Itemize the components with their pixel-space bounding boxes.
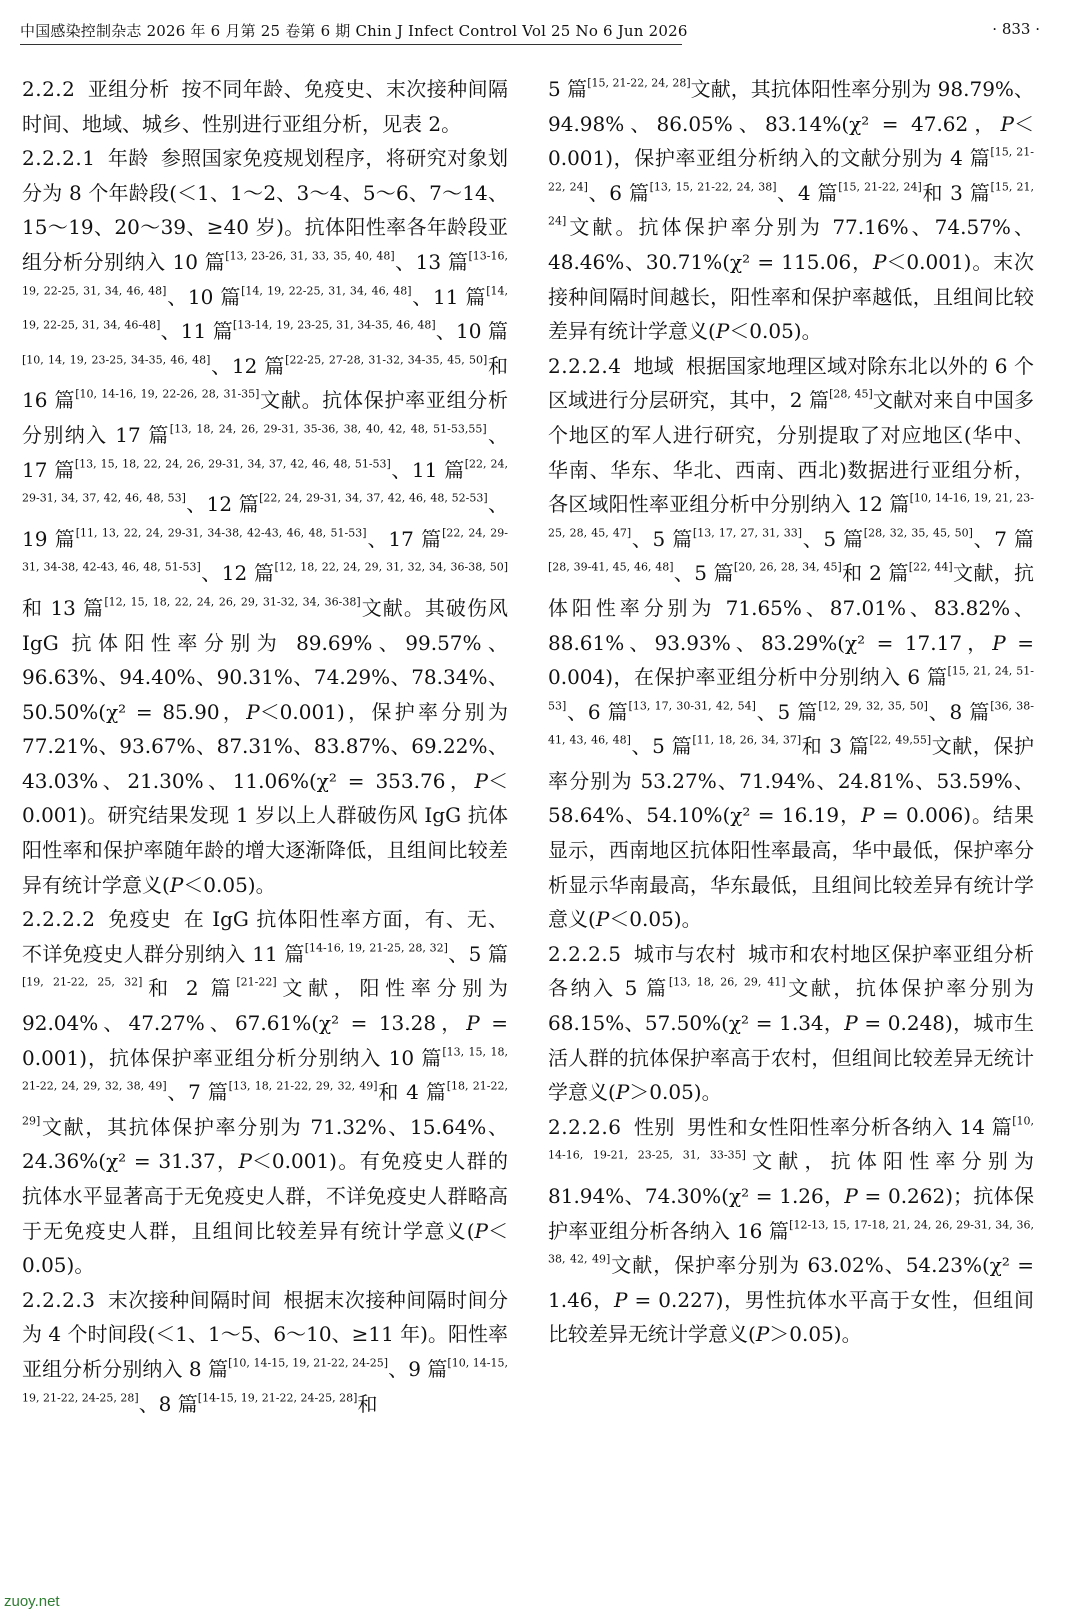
body-text: 文献，保护率分别为 63.02%、54.23%(χ² = 1.46， — [548, 1253, 1034, 1312]
citation-ref: [13, 23-26, 31, 33, 35, 40, 48] — [225, 249, 395, 263]
body-text: 文献。抗体保护率亚组分析分别纳入 17 篇 — [22, 388, 508, 447]
body-text: 和 16 篇 — [22, 353, 509, 413]
p-value-symbol: P — [474, 1218, 488, 1243]
body-text: 根据末次接种间隔时间分为 4 个时间段(＜1、1～5、6～10、≥11 年)。阳性率亚组分析分别纳入 8 篇 — [22, 1287, 509, 1381]
citation-ref: [14-15, 19, 21-22, 24-25, 28] — [197, 1391, 358, 1405]
body-text: 、5 篇 — [802, 526, 864, 551]
body-text: ＜0.001)，保护率亚组分析纳入的文献分别为 4 篇 — [548, 111, 1034, 171]
body-text: = 0.006)。结果显示，西南地区抗体阳性率最高，华中最低，保护率分析显示华南最高，华东最低，且组间比较差异有统计学意义( — [548, 803, 1035, 932]
body-text: 、4 篇 — [776, 180, 839, 205]
citation-ref: [12-13, 15, 17-18, 21, 24, 26, 29-31, 34, 36, 38, 42, 49] — [548, 1218, 1034, 1266]
body-text: 、10 篇 — [166, 284, 242, 309]
right-column — [548, 72, 1034, 1352]
body-text: 、6 篇 — [587, 180, 650, 205]
p-value-symbol: P — [872, 249, 887, 274]
body-text: 文献，其抗体阳性率分别为 98.79%、94.98%、86.05%、83.14%(χ² = 47.62， — [548, 77, 1034, 136]
p-value-symbol: P — [861, 803, 875, 828]
citation-ref: [12, 18, 22, 24, 29, 31, 32, 34, 36-38, 50] — [274, 560, 508, 574]
body-text: 、12 篇 — [185, 492, 260, 517]
body-text: 文献，其抗体保护率分别为 71.32%、15.64%、24.36%(χ² = 31.37， — [22, 1114, 508, 1174]
body-text: 、5 篇 — [673, 561, 734, 586]
body-text: 、11 篇 — [411, 284, 487, 309]
body-text: 、7 篇 — [166, 1080, 229, 1105]
body-text: 文献对来自中国多个地区的军人进行研究，分别提取了对应地区(华中、华南、华东、华北、西南、西北)数据进行亚组分析，各区域阳性率亚组分析中分别纳入 12 篇 — [548, 388, 1034, 517]
citation-ref: [14-16, 19, 21-25, 28, 32] — [304, 941, 448, 955]
body-text: 城市和农村地区保护率亚组分析各纳入 5 篇 — [548, 941, 1035, 1001]
body-text: 、6 篇 — [566, 699, 629, 724]
body-text: 、5 篇 — [630, 734, 693, 759]
citation-ref: [13, 18, 24, 26, 29-31, 35-36, 38, 40, 42, 48, 51-53,55] — [169, 422, 487, 436]
section-title: 地域 — [633, 353, 674, 378]
paragraph-2-2-2 — [22, 72, 508, 141]
p-value-symbol: P — [844, 1184, 858, 1208]
citation-ref: [11, 13, 22, 24, 29-31, 34-38, 42-43, 46, 48, 51-53] — [75, 526, 367, 540]
citation-ref: [15, 21, 24] — [548, 180, 1034, 229]
body-text: = 0.262)；抗体保护率亚组分析各纳入 16 篇 — [548, 1184, 1034, 1243]
citation-ref: [22, 24, 29-31, 34, 37, 42, 46, 48, 53] — [22, 457, 509, 505]
body-text: ＜0.05)。 — [609, 907, 702, 932]
body-text: 、5 篇 — [631, 526, 693, 551]
citation-ref: [15, 21-22, 24, 28] — [587, 76, 691, 90]
body-text: 在 IgG 抗体阳性率方面，有、无、不详免疫史人群分别纳入 11 篇 — [22, 907, 508, 966]
body-text: = 0.001)，抗体保护率亚组分析分别纳入 10 篇 — [22, 1011, 508, 1070]
body-text: 、9 篇 — [388, 1356, 448, 1381]
body-text: ＜0.001)，保护率分别为 77.21%、93.67%、87.31%、83.87%、69.22%、43.03%、21.30%、11.06%(χ² = 353.76， — [22, 699, 508, 793]
citation-ref: [22-25, 27-28, 31-32, 34-35, 45, 50] — [285, 353, 488, 367]
section-number: 2.2.2.3 — [22, 1287, 96, 1312]
citation-ref: [11, 18, 26, 34, 37] — [692, 733, 802, 747]
section-title: 城市与农村 — [633, 941, 737, 966]
body-text: = 0.248)，城市生活人群的抗体保护率高于农村，但组间比较差异无统计学意义( — [548, 1011, 1034, 1105]
p-value-symbol: P — [595, 907, 610, 932]
body-text: 文献，抗体保护率分别为 68.15%、57.50%(χ² = 1.34， — [548, 976, 1034, 1036]
paragraph-2-2-2-5 — [548, 937, 1034, 1110]
section-title: 亚组分析 — [87, 77, 170, 101]
citation-ref: [14, 19, 22-25, 31, 34, 46, 48] — [241, 284, 412, 298]
citation-ref: [13, 17, 27, 31, 33] — [692, 526, 803, 540]
watermark-text: zuoy.net — [4, 1593, 60, 1610]
running-header — [20, 14, 1040, 46]
p-value-symbol: P — [615, 1080, 630, 1105]
section-number: 2.2.2.1 — [22, 146, 96, 171]
body-text: 、17 篇 — [366, 526, 443, 551]
body-text: 和 2 篇 — [841, 561, 909, 586]
citation-ref: [28, 39-41, 45, 46, 48] — [548, 560, 674, 574]
section-title: 性别 — [633, 1114, 675, 1139]
citation-ref: [13, 18, 21-22, 29, 32, 49] — [228, 1079, 378, 1093]
body-text: 文献。抗体保护率分别为 77.16%、74.57%、48.46%、30.71%(χ² = 115.06， — [548, 215, 1034, 274]
body-text: ＜0.05)。 — [183, 872, 276, 897]
body-text: 男性和女性阳性率分析各纳入 14 篇 — [686, 1114, 1013, 1139]
body-text: 和 3 篇 — [921, 180, 991, 205]
citation-ref: [10, 14-15, 19, 21-22, 24-25, 28] — [22, 1356, 508, 1405]
body-text: ＜0.05)。 — [22, 1218, 508, 1278]
body-text: 、10 篇 — [435, 319, 508, 344]
section-number: 2.2.2.5 — [548, 941, 622, 966]
citation-ref: [13, 17, 30-31, 42, 54] — [628, 699, 756, 713]
citation-ref: [10, 14, 19, 23-25, 34-35, 46, 48] — [22, 353, 211, 367]
citation-ref: [15, 21, 24, 51-53] — [548, 664, 1034, 713]
body-text: 文献。其破伤风 IgG 抗体阳性率分别为 89.69%、99.57%、96.63%、94.40%、90.31%、74.29%、78.34%、50.50%(χ² = 85.90， — [22, 595, 509, 724]
body-text: = 0.227)，男性抗体水平高于女性，但组间比较差异无统计学意义( — [548, 1287, 1035, 1347]
body-text: 参照国家免疫规划程序，将研究对象划分为 8 个年龄段(＜1、1～2、3～4、5～6、7～14、15～19、20～39、≥40 岁)。抗体阳性率各年龄段亚组分析分别纳入 10 篇 — [22, 146, 509, 274]
p-value-symbol: P — [1000, 111, 1014, 136]
body-text: 、8 篇 — [138, 1391, 198, 1416]
paragraph-2-2-2-2 — [22, 902, 508, 1283]
citation-ref: [20, 26, 28, 34, 45] — [733, 560, 842, 574]
body-text: 文献，阳性率分别为 92.04%、47.27%、67.61%(χ² = 13.28， — [22, 976, 509, 1036]
body-text: 文献，抗体阳性率分别为 81.94%、74.30%(χ² = 1.26， — [548, 1149, 1035, 1208]
body-text: 和 3 篇 — [801, 734, 870, 759]
citation-ref: [13, 15, 21-22, 24, 38] — [649, 180, 777, 194]
citation-ref: [18, 21-22, 29] — [22, 1079, 508, 1128]
body-text: 、17 篇 — [22, 422, 508, 482]
p-value-symbol: P — [715, 319, 730, 344]
citation-ref: [13-16, 19, 22-25, 31, 34, 46, 48] — [22, 249, 508, 298]
p-value-symbol: P — [755, 1322, 770, 1347]
section-number: 2.2.2.2 — [22, 907, 96, 932]
citation-ref: [12, 15, 18, 22, 24, 26, 29, 31-32, 34, 36-38] — [104, 595, 361, 609]
p-value-symbol: P — [238, 1149, 252, 1174]
body-text: 和 13 篇 — [22, 595, 105, 620]
section-title: 末次接种间隔时间 — [107, 1287, 272, 1312]
citation-ref: [22, 24, 29-31, 34-38, 42-43, 46, 48, 51-53] — [22, 526, 508, 574]
citation-ref: [15, 21-22, 24] — [548, 145, 1034, 194]
body-text: 和 2 篇 — [142, 976, 237, 1001]
paragraph-2-2-2-1 — [22, 141, 508, 902]
paragraph-2-2-2-3 — [22, 1283, 508, 1421]
body-text: 、5 篇 — [755, 699, 819, 724]
body-text: 5 篇 — [548, 77, 588, 101]
body-text: 、13 篇 — [394, 249, 469, 274]
body-text: ＜0.001)。研究结果发现 1 岁以上人群破伤风 IgG 抗体阳性率和保护率随年龄的增大逐渐降低，且组间比较差异有统计学意义( — [22, 768, 508, 897]
p-value-symbol: P — [246, 699, 260, 724]
body-text: 、5 篇 — [447, 941, 509, 966]
paragraph-2-2-2-4 — [548, 349, 1034, 937]
body-text: ＞0.05)。 — [769, 1322, 862, 1347]
body-text: 、7 篇 — [972, 526, 1034, 551]
p-value-symbol: P — [992, 630, 1006, 655]
citation-ref: [13-14, 19, 23-25, 31, 34-35, 46, 48] — [232, 318, 436, 332]
citation-ref: [10, 14-16, 19, 21, 23-25, 28, 45, 47] — [548, 491, 1034, 540]
citation-ref: [22, 49,55] — [869, 733, 932, 747]
body-text: 根据国家地理区域对除东北以外的 6 个区域进行分层研究，其中，2 篇 — [548, 353, 1034, 413]
page-number: · 833 · — [992, 20, 1040, 38]
citation-ref: [13, 18, 26, 29, 41] — [668, 976, 786, 990]
body-text: = 0.004)，在保护率亚组分析中分别纳入 6 篇 — [548, 630, 1034, 690]
body-text: ＜0.05)。 — [729, 319, 822, 344]
body-text: 、12 篇 — [200, 561, 275, 586]
citation-ref: [13, 15, 18, 22, 24, 26, 29-31, 34, 37, 42, 46, 48, 51-53] — [74, 457, 391, 471]
left-column — [22, 72, 508, 1421]
body-text: ＞0.05)。 — [629, 1080, 722, 1105]
citation-ref: [28, 32, 35, 45, 50] — [863, 526, 973, 540]
body-text: ＜0.001)。末次接种间隔时间越长，阳性率和保护率越低，且组间比较差异有统计学意义( — [548, 249, 1034, 344]
body-text: 文献，抗体阳性率分别为 71.65%、87.01%、83.82%、88.61%、93.93%、83.29%(χ² = 17.17， — [548, 561, 1034, 655]
body-text: 和 4 篇 — [377, 1080, 447, 1105]
section-number: 2.2.2 — [22, 77, 76, 101]
citation-ref: [21-22] — [236, 976, 277, 990]
section-title: 免疫史 — [107, 907, 172, 932]
citation-ref: [10, 14-16, 19-21, 23-25, 31, 33-35] — [548, 1114, 1035, 1163]
body-text: 、12 篇 — [210, 353, 286, 378]
citation-ref: [10, 14-16, 19, 22-26, 28, 31-35] — [75, 388, 260, 401]
citation-ref: [12, 29, 32, 35, 50] — [818, 699, 928, 713]
body-text: 、8 篇 — [927, 699, 991, 724]
citation-ref: [15, 21-22, 24] — [838, 180, 922, 194]
body-text: 、19 篇 — [22, 492, 509, 551]
p-value-symbol: P — [844, 1011, 858, 1036]
citation-ref: [10, 14-15, 19, 21-22, 24-25] — [228, 1356, 389, 1370]
citation-ref: [22, 44] — [908, 560, 953, 574]
citation-ref: [22, 24, 29-31, 34, 37, 42, 46, 48, 52-53] — [259, 491, 488, 505]
citation-ref: [14, 19, 22-25, 31, 34, 46-48] — [22, 284, 508, 332]
body-text: 、11 篇 — [160, 319, 233, 344]
citation-ref: [36, 38-41, 43, 46, 48] — [548, 699, 1034, 747]
journal-header-line: 中国感染控制杂志 2026 年 6 月第 25 卷第 6 期 Chin J Infect Control Vol 25 No 6 Jun 2026 — [20, 22, 688, 40]
p-value-symbol: P — [474, 768, 488, 793]
p-value-symbol: P — [613, 1287, 628, 1312]
section-title: 年龄 — [107, 146, 149, 171]
citation-ref: [28, 45] — [829, 388, 873, 401]
body-text: 按不同年龄、免疫史、末次接种间隔时间、地域、城乡、性别进行亚组分析，见表 2。 — [22, 77, 509, 136]
paragraph-2-2-2-6 — [548, 1110, 1034, 1352]
header-underline — [20, 44, 682, 45]
section-number: 2.2.2.6 — [548, 1114, 622, 1139]
body-text: 文献，保护率分别为 53.27%、71.94%、24.81%、53.59%、58.64%、54.10%(χ² = 16.19， — [548, 734, 1034, 828]
p-value-symbol: P — [466, 1011, 480, 1036]
citation-ref: [13, 15, 18, 21-22, 24, 29, 32, 38, 49] — [22, 1045, 508, 1093]
body-text: 、11 篇 — [390, 457, 465, 482]
body-text: 和 — [357, 1391, 378, 1416]
body-text: ＜0.001)。有免疫史人群的抗体水平显著高于无免疫史人群，不详免疫史人群略高于无免疫史人群，且组间比较差异有统计学意义( — [22, 1149, 509, 1243]
citation-ref: [19, 21-22, 25, 32] — [22, 976, 143, 990]
section-number: 2.2.2.4 — [548, 353, 622, 378]
paragraph-2-2-2-3-cont — [548, 72, 1034, 349]
p-value-symbol: P — [169, 872, 184, 897]
